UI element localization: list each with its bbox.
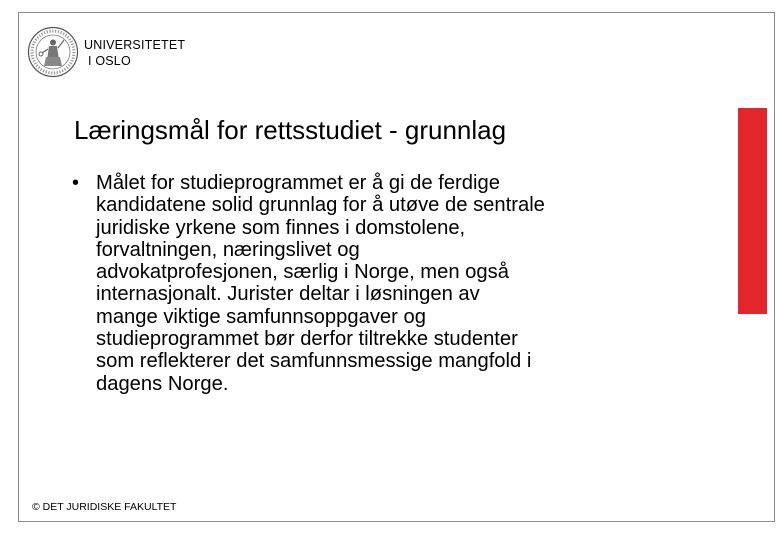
bullet-line: Målet for studieprogrammet er å gi de ferdige [96, 172, 500, 194]
institution-name-line1: UNIVERSITETET [84, 38, 186, 52]
bullet-line: forvaltningen, næringslivet og [96, 238, 360, 261]
bullet-line: mange viktige samfunnsoppgaver og [96, 305, 426, 328]
bullet-line: som reflekterer det samfunnsmessige mangfold i [96, 350, 532, 373]
bullet-line: kandidatene solid grunnlag for å utøve de sentrale [96, 194, 545, 217]
slide-title: Læringsmål for rettsstudiet - grunnlag [74, 115, 507, 145]
footer-copyright: © DET JURIDISKE FAKULTET [32, 501, 177, 513]
university-seal-icon [27, 26, 79, 78]
bullet-line: internasjonalt. Jurister deltar i løsningen av [96, 283, 480, 306]
bullet-line: juridiske yrkene som finnes i domstolene, [96, 216, 466, 239]
bullet-text [96, 172, 656, 395]
bullet-line: studieprogrammet bør derfor tiltrekke studenter [96, 328, 518, 351]
bullet-line: dagens Norge. [96, 372, 229, 395]
bullet-marker: • [72, 172, 80, 194]
accent-bar [738, 108, 767, 314]
institution-name [84, 37, 185, 69]
institution-name-line2: I OSLO [88, 54, 131, 68]
bullet-line: advokatprofesjonen, særlig i Norge, men også [96, 261, 509, 284]
